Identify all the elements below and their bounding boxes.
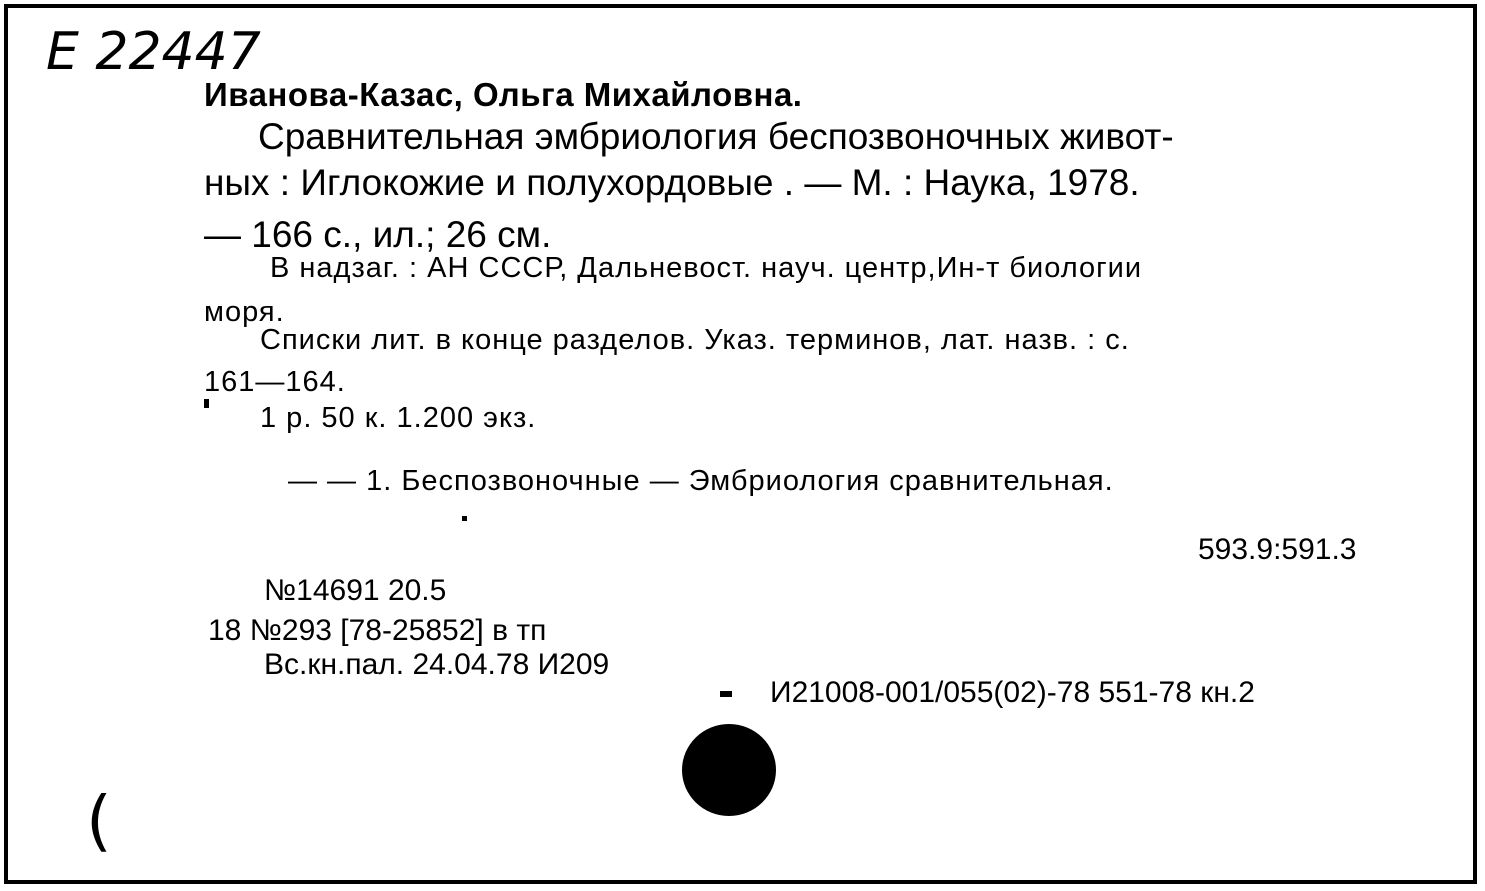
note-line: моря. xyxy=(204,296,285,328)
chamber-info: Вс.кн.пал. 24.04.78 И209 xyxy=(264,648,610,681)
title-line: Сравнительная эмбриология беспозвоночных живот- xyxy=(258,116,1174,157)
ink-mark xyxy=(204,399,209,408)
title-line: ных : Иглокожие и полухордовые . — М. : Наука, 1978. xyxy=(204,162,1140,203)
udc-code: 593.9:591.3 xyxy=(1198,533,1357,566)
punch-hole xyxy=(682,724,776,816)
print-info: 18 №293 [78-25852] в тп xyxy=(208,614,547,647)
note-line: Списки лит. в конце разделов. Указ. терминов, лат. назв. : с. xyxy=(260,324,1130,356)
catalog-card xyxy=(4,4,1477,884)
arrow-marker-icon xyxy=(720,691,732,697)
handwritten-margin-mark: ( xyxy=(86,782,112,859)
title-line: — 166 с., ил.; 26 см. xyxy=(204,214,552,255)
handwritten-call-number: E 22447 xyxy=(46,22,261,82)
author-heading: Иванова-Казас, Ольга Михайловна. xyxy=(204,76,803,113)
price-line: 1 р. 50 к. 1.200 экз. xyxy=(260,402,537,434)
ink-mark xyxy=(462,516,467,521)
note-line: В надзаг. : АН СССР, Дальневост. науч. центр,Ин-т биологии xyxy=(270,252,1143,284)
note-line: 161—164. xyxy=(204,366,346,398)
isbn-line: И21008-001/055(02)-78 551-78 кн.2 xyxy=(770,676,1255,709)
subject-heading: — — 1. Беспозвоночные — Эмбриология сравнительная. xyxy=(288,465,1114,497)
order-number: №14691 20.5 xyxy=(264,574,447,607)
